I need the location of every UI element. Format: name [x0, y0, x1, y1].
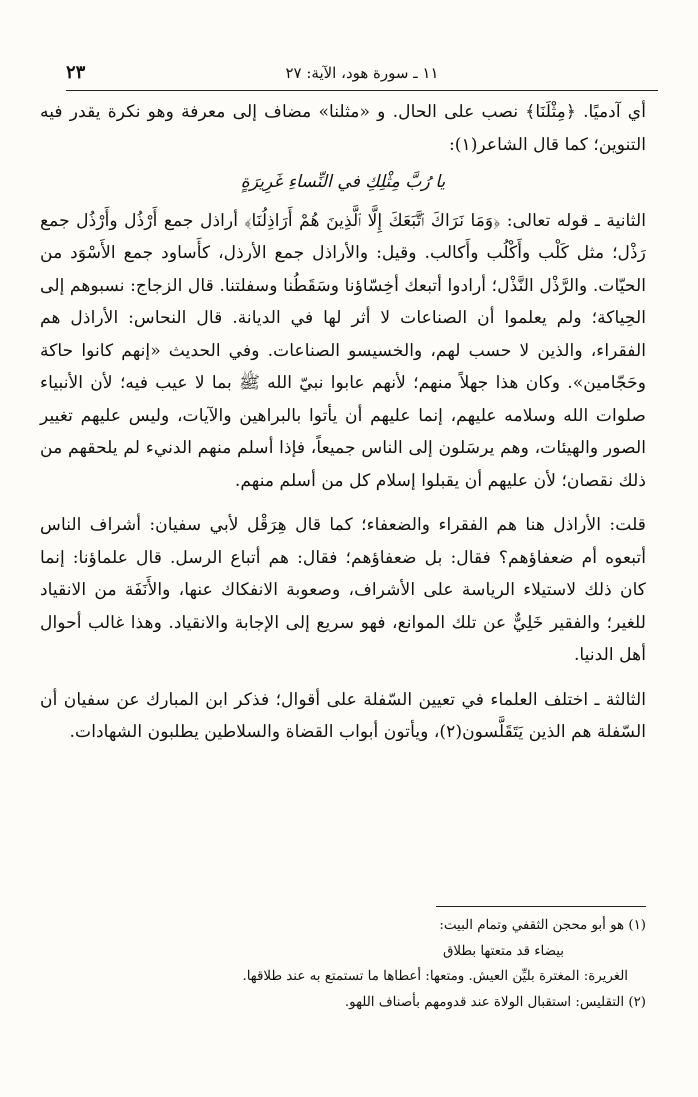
footnotes: [40, 906, 646, 1015]
main-text: [40, 96, 646, 749]
paragraph-author-note: قلت: الأراذل هنا هم الفقراء والضعفاء؛ كما قال هِرَقْل لأبي سفيان: أشراف الناس أتبعوه أم ضعفاؤهم؟ فقال: بل ضعفاؤهم؛ فقال: هم أتباع الرسل. قال علماؤنا: إنما كان ذلك لاستيلاء الرياسة على الأشراف، وصعوبة الانفكاك عنها، والأَنَفَة من الانقياد للغير؛ والفقير خَلِيٌّ عن تلك الموانع، فهو سريع إلى الإجابة والانقياد. وهذا غالب أحوال أهل الدنيا.: [40, 515, 646, 665]
poetry-verse: يا رُبَّ مِثْلِكِ في النِّساءِ غَرِيرَةٍ: [240, 172, 446, 192]
paragraph-gap: [40, 672, 646, 684]
footnote-1: (١) هو أبو محجن الثقفي وتمام البيت:: [439, 918, 646, 933]
paragraph-intro: أي آدميًا. ﴿مِثْلَنَا﴾ نصب على الحال. و «مثلنا» مضاف إلى معرفة وهو نكرة يقدر فيه التنوين؛ كما قال الشاعر(١):: [40, 102, 646, 155]
header-title: ١١ ـ سورة هود، الآية: ٢٧: [285, 64, 439, 82]
paragraph-third-issue: الثالثة ـ اختلف العلماء في تعيين السّفلة على أقوال؛ فذكر ابن المبارك عن سفيان أن السّفلة هم الذين يَتَقَلَّسون(٢)، ويأتون أبواب القضاة والسلاطين يطلبون الشهادات.: [40, 689, 646, 742]
footnote-divider: [436, 906, 646, 907]
footnote-1-verse: بيضاء قد متعتها بطلاق: [442, 943, 564, 959]
footnote-2: (٢) التقليس: استقبال الولاة عند قدومهم بأصناف اللهو.: [344, 994, 646, 1010]
paragraph-second-issue: الثانية ـ قوله تعالى: ﴿وَمَا نَرَاكَ ٱتَّبَعَكَ إِلَّا ٱلَّذِينَ هُمْ أَرَاذِلُنَا﴾ أراذل جمع أَرْذُل وأَرْذُل جمع رَذْل؛ مثل كَلْب وأَكْلُب وأَكالب. وقيل: والأراذل جمع الأرذل، كأَساود جمع الأَسْوَد من الحيّات. والرَّذْل النَّذْل؛ أرادوا أتبعك أخِسّاؤنا وسَقَطُنا وسفلتنا. قال الزجاج: نسبوهم إلى الحِياكة؛ ولم يعلموا أن الصناعات لا أثر لها في الديانة. قال النحاس: الأراذل هم الفقراء، والذين لا حسب لهم، والخسيسو الصناعات. وفي الحديث «إنهم كانوا حاكة وحَجّامين». وكان هذا جهلاً منهم؛ لأنهم عابوا نبيّ الله ﷺ بما لا عيب فيه؛ لأن الأنبياء صلوات الله وسلامه عليهم، إنما عليهم أن يأتوا بالبراهين والآيات، وليس عليهم تغيير الصور والهيئات، وهم يرسَلون إلى الناس جميعاً، فإذا أسلم منهم الدنيء لم يلحقهم من ذلك نقصان؛ لأن عليهم أن يقبلوا إسلام كل من أسلم منهم.: [40, 210, 646, 491]
running-header: [66, 62, 658, 91]
footnote-1-gloss: الغريرة: المغترة بليِّن العيش. ومتعها: أعطاها ما تستمتع به عند طلاقها.: [242, 969, 628, 984]
page-number: ٢٣: [66, 62, 86, 83]
paragraph-gap: [40, 497, 646, 509]
